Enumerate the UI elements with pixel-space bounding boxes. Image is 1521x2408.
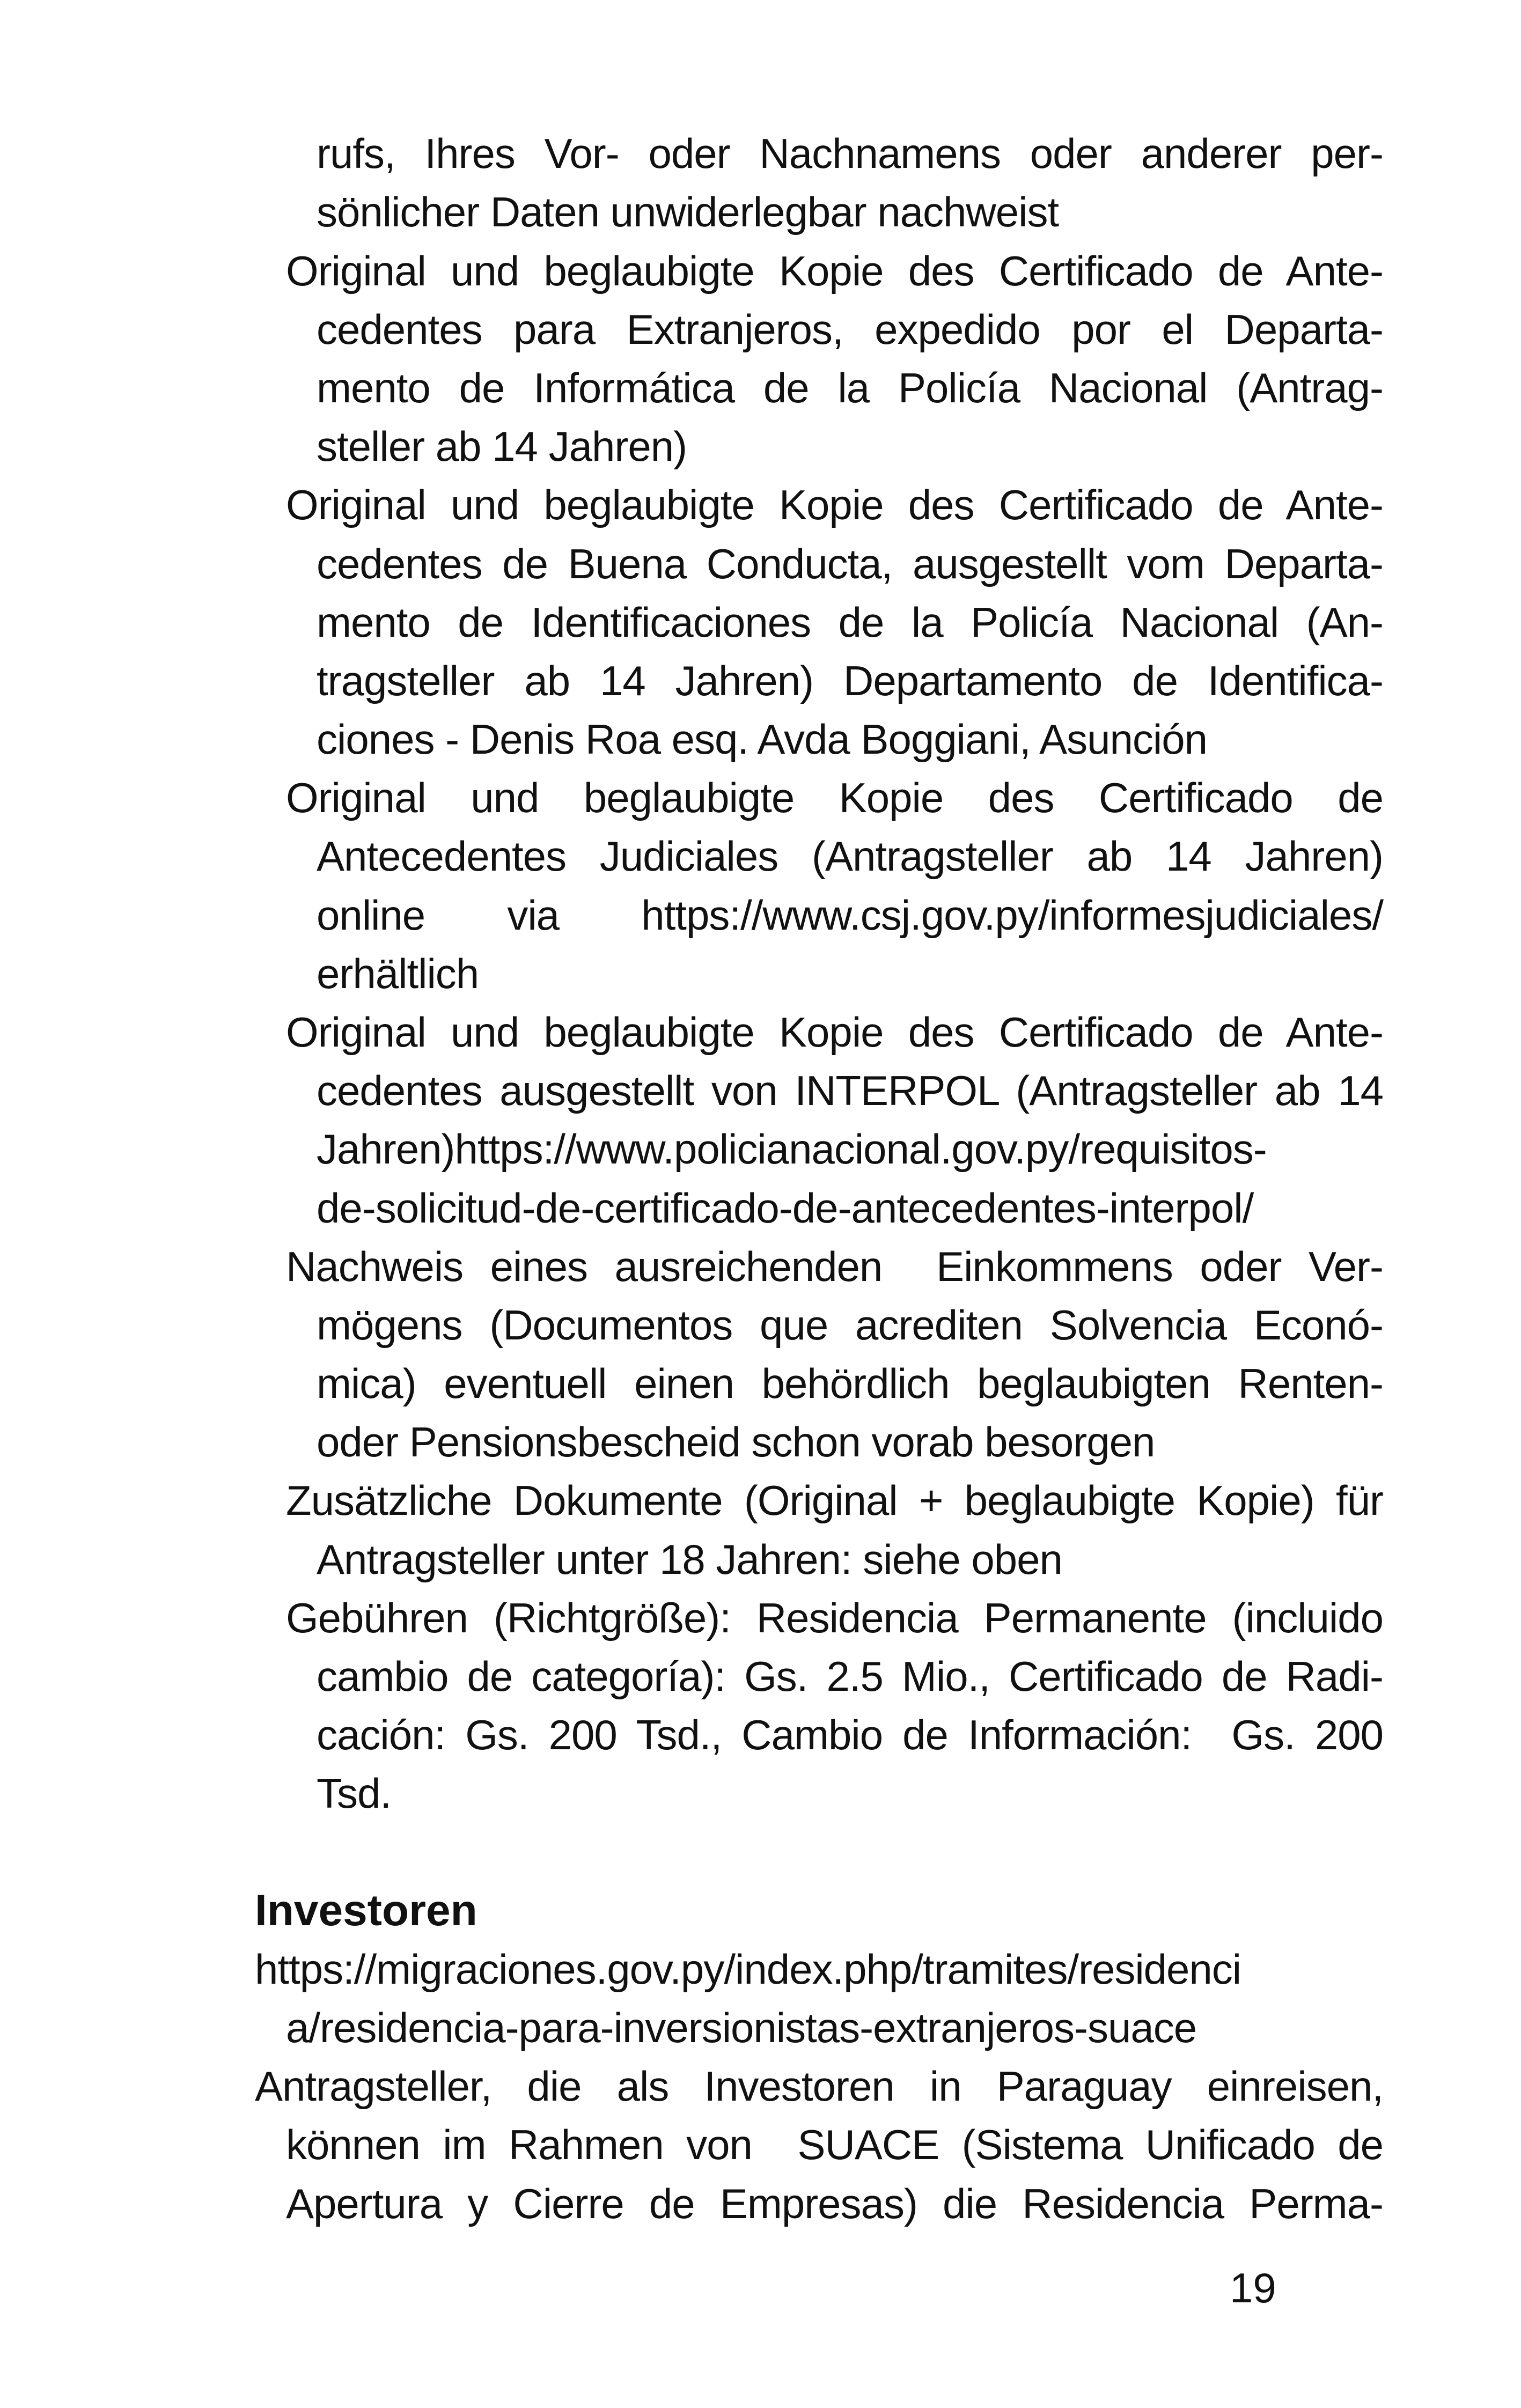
list-item-first-line: Original und beglaubigte Kopie des Certificado de (286, 774, 1383, 821)
text-line: cambio de categoría): Gs. 2.5 Mio., Certificado de Radi- (317, 1653, 1383, 1700)
text-line: steller ab 14 Jahren) (317, 423, 687, 470)
list-item-first-line: Original und beglaubigte Kopie des Certificado de Ante- (286, 247, 1383, 294)
text-line: Tsd. (317, 1770, 392, 1817)
text-line: Apertura y Cierre de Empresas) die Residencia Perma- (286, 2180, 1383, 2227)
text-line: mica) eventuell einen behördlich beglaubigten Renten- (317, 1360, 1383, 1407)
text-line: cedentes ausgestellt von INTERPOL (Antragsteller ab 14 (317, 1067, 1383, 1114)
list-item-first-line: Original und beglaubigte Kopie des Certificado de Ante- (286, 1008, 1383, 1056)
text-line: Antecedentes Judiciales (Antragsteller ab 14 Jahren) (317, 833, 1383, 880)
text-line: können im Rahmen von SUACE (Sistema Unificado de (286, 2121, 1383, 2168)
list-item-first-line: Gebühren (Richtgröße): Residencia Permanente (incluido (286, 1594, 1383, 1641)
text-line: mento de Informática de la Policía Nacional (Antrag- (317, 364, 1383, 411)
url-line: a/residencia-para-inversionistas-extranjeros-suace (286, 2004, 1197, 2051)
text-line: Jahren)https://www.policianacional.gov.py/requisitos- (317, 1125, 1267, 1173)
text-line: Antragsteller unter 18 Jahren: siehe oben (317, 1536, 1062, 1583)
text-line: sönlicher Daten unwiderlegbar nachweist (317, 188, 1059, 235)
text-line: mögens (Documentos que acrediten Solvencia Econó- (317, 1301, 1383, 1349)
section-heading: Investoren (255, 1886, 477, 1935)
text-line: ciones - Denis Roa esq. Avda Boggiani, Asunción (317, 716, 1207, 763)
text-line: rufs, Ihres Vor- oder Nachnamens oder anderer per- (317, 130, 1383, 177)
text-line: oder Pensionsbescheid schon vorab besorgen (317, 1418, 1155, 1466)
text-line: erhältlich (317, 950, 479, 997)
list-item-first-line: Zusätzliche Dokumente (Original + beglaubigte Kopie) für (286, 1477, 1383, 1524)
text-line: cedentes de Buena Conducta, ausgestellt vom Departa- (317, 540, 1383, 587)
text-line: tragsteller ab 14 Jahren) Departamento de Identifica- (317, 657, 1383, 704)
text-line: online via https://www.csj.gov.py/informesjudiciales/ (317, 892, 1383, 939)
page-number: 19 (1230, 2264, 1276, 2311)
text-line: de-solicitud-de-certificado-de-antecedentes-interpol/ (317, 1184, 1254, 1232)
paragraph-first-line: Antragsteller, die als Investoren in Paraguay einreisen, (255, 2063, 1383, 2110)
text-line: mento de Identificaciones de la Policía Nacional (An- (317, 599, 1383, 646)
list-item-first-line: Nachweis eines ausreichenden Einkommens oder Ver- (286, 1243, 1383, 1290)
text-line: cedentes para Extranjeros, expedido por el Departa- (317, 306, 1383, 353)
text-line: cación: Gs. 200 Tsd., Cambio de Información: Gs. 200 (317, 1711, 1383, 1758)
url-line: https://migraciones.gov.py/index.php/tramites/residenci (255, 1946, 1241, 1993)
list-item-first-line: Original und beglaubigte Kopie des Certificado de Ante- (286, 481, 1383, 528)
